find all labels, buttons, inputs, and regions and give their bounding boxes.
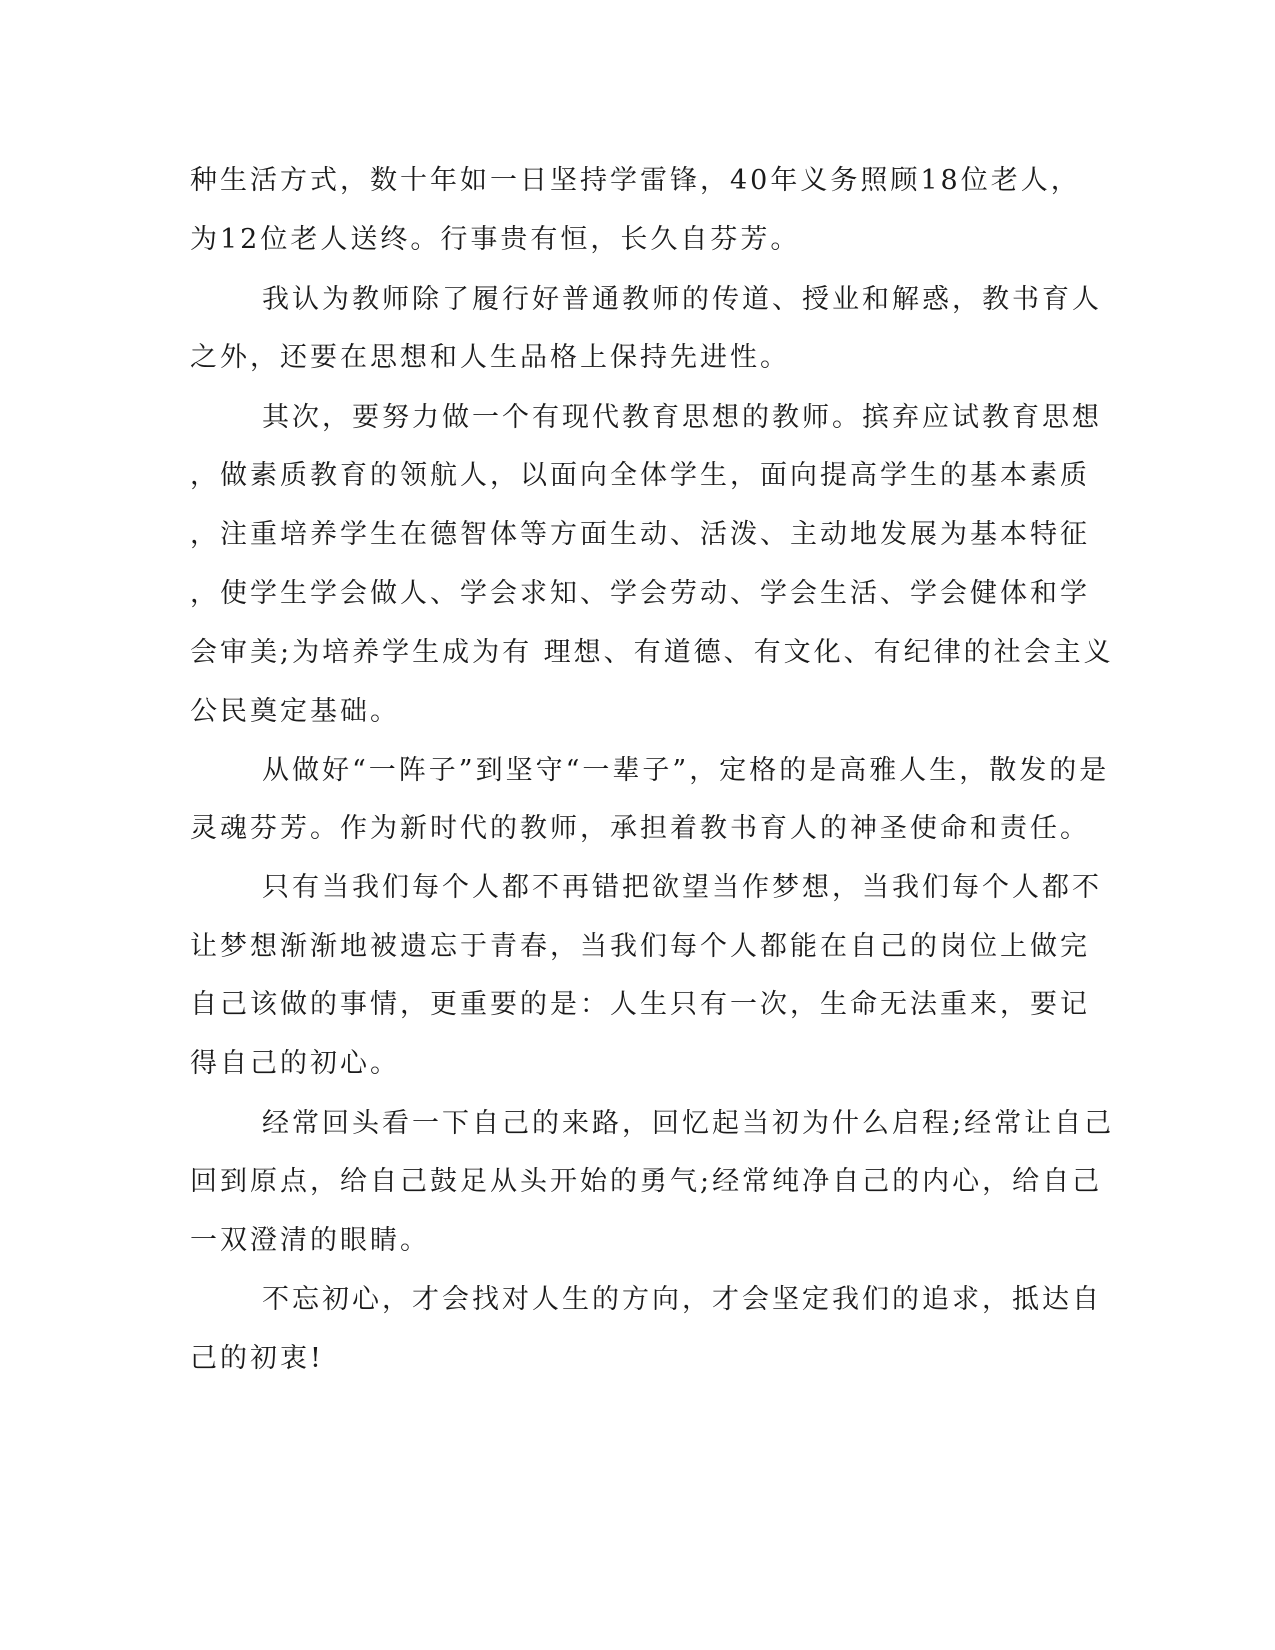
text-line: ，注重培养学生在德智体等方面生动、活泼、主动地发展为基本特征 [190, 519, 1090, 550]
text-line: 我认为教师除了履行好普通教师的传道、授业和解惑，教书育人 [262, 284, 1102, 315]
text-line: ，做素质教育的领航人，以面向全体学生，面向提高学生的基本素质 [190, 460, 1090, 491]
text-line: 回到原点，给自己鼓足从头开始的勇气;经常纯净自己的内心，给自己 [190, 1166, 1103, 1197]
text-line: 公民奠定基础。 [190, 696, 400, 727]
text-line: 自己该做的事情，更重要的是：人生只有一次，生命无法重来，要记 [190, 989, 1090, 1020]
text-line: 己的初衷! [190, 1343, 324, 1374]
text-line: 不忘初心，才会找对人生的方向，才会坚定我们的追求，抵达自 [262, 1284, 1102, 1315]
text-line: 会审美;为培养学生成为有 理想、有道德、有文化、有纪律的社会主义 [190, 637, 1114, 668]
text-line: 让梦想渐渐地被遗忘于青春，当我们每个人都能在自己的岗位上做完 [190, 931, 1090, 962]
text-line: 为12位老人送终。行事贵有恒，长久自芬芳。 [190, 224, 801, 255]
text-line: 种生活方式，数十年如一日坚持学雷锋，40年义务照顾18位老人， [190, 165, 1081, 196]
text-line: 之外，还要在思想和人生品格上保持先进性。 [190, 342, 790, 373]
text-line: 经常回头看一下自己的来路，回忆起当初为什么启程;经常让自己 [262, 1108, 1115, 1139]
text-line: 只有当我们每个人都不再错把欲望当作梦想，当我们每个人都不 [262, 872, 1102, 903]
text-line: 得自己的初心。 [190, 1048, 400, 1079]
text-line: 灵魂芬芳。作为新时代的教师，承担着教书育人的神圣使命和责任。 [190, 813, 1090, 844]
text-line: 其次，要努力做一个有现代教育思想的教师。摈弃应试教育思想 [262, 402, 1102, 433]
text-line: ，使学生学会做人、学会求知、学会劳动、学会生活、学会健体和学 [190, 578, 1090, 609]
text-line: 一双澄清的眼睛。 [190, 1225, 430, 1256]
text-line: 从做好“一阵子”到坚守“一辈子”，定格的是高雅人生，散发的是 [262, 755, 1110, 786]
